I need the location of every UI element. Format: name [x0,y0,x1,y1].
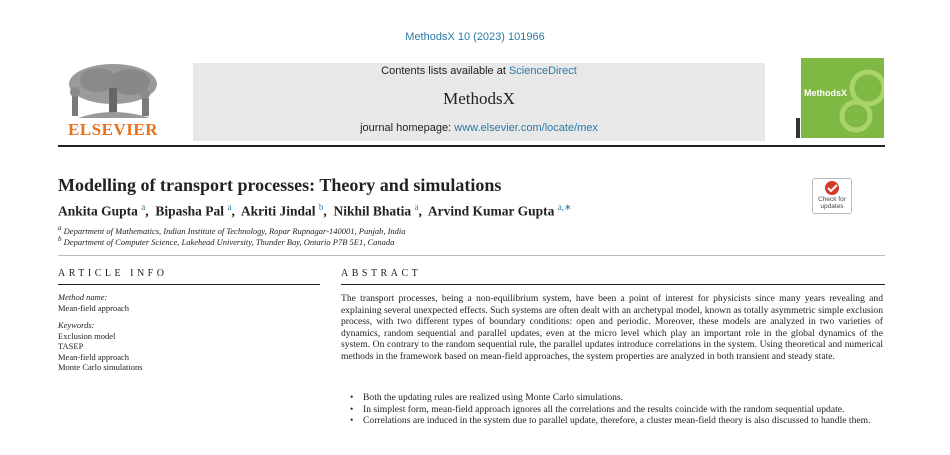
author-list: Ankita Gupta $^a$, Bipasha Pal $^a$, Akriti Jindal $^b$, Nikhil Bhatia $^a$, Arvind Kumar Gupta $^{a,∗}$ [58,202,572,219]
keyword-item: Mean-field approach [58,351,130,362]
keyword-item: TASEP [58,341,84,351]
bullet-icon: • [350,415,354,427]
method-label: Method name: [58,292,108,302]
journal-cover-thumbnail[interactable] [796,58,884,138]
method-block [58,292,129,313]
highlight-text: Both the updating rules are realized using Monte Carlo simulations. [363,392,624,403]
affiliation-b [58,235,394,247]
method-value: Mean-field approach [58,302,130,313]
homepage-link[interactable]: www.elsevier.com/locate/mex [454,122,598,134]
sciencedirect-link[interactable]: ScienceDirect [508,65,577,77]
affiliation-mark: b [58,235,62,243]
keyword-item: Exclusion model [58,330,116,341]
highlight-item [341,392,883,404]
cover-title: MethodsX [804,88,848,98]
highlight-text: In simplest form, mean-field approach ignores all the correlations and the results coincide with the random sequential update. [363,403,845,415]
author-name[interactable]: Arvind Kumar Gupta [427,203,555,219]
keywords-label: Keywords: [58,320,95,330]
elsevier-wordmark[interactable]: ELSEVIER [68,120,158,139]
affiliation-text: Department of Computer Science, Lakehead University, Thunder Bay, Ontario P7B 5E1, Canada [63,236,395,247]
author-name[interactable]: Bipasha Pal [155,203,225,219]
section-divider [58,255,885,256]
article-info-heading: ARTICLE INFO [58,268,168,279]
author-affiliation-mark[interactable]: b [318,202,324,212]
bullet-icon: • [350,392,354,403]
author-affiliation-mark[interactable]: a,∗ [557,202,572,212]
keyword-item: Monte Carlo simulations [58,362,143,372]
author-name[interactable]: Nikhil Bhatia [333,203,412,219]
author-affiliation-mark[interactable]: a [414,202,419,212]
homepage-prefix: journal homepage: [360,122,455,134]
header-rule [58,145,885,147]
abstract-rule [341,284,885,285]
check-updates-icon [813,179,851,197]
contents-prefix: Contents lists available at [381,65,509,77]
highlights-list [341,392,883,427]
abstract-text: The transport processes, being a non-equilibrium system, have been a point of interest for physicists since many years revealing and explaining several unexpected effects. Such systems are often dealt with an archetypal model, known as totally asymmetric simple exclusion process, with two different types of boundary conditions: open and periodic. Moreover, these models are analyzed in two varieties of dynamics, random sequential and parallel updates, even at the micro level which play an important role in the global dynamics of the system. On contrary to the random sequential rule, the parallel updates introduce correlations in the system. Using theoretical and numerical methods in the framework based on mean-field approaches, the system properties are analyzed in both transient and steady state. [341,293,883,362]
journal-title: MethodsX [443,89,515,108]
check-for-updates-label: Check for updates [818,196,846,210]
author-affiliation-mark[interactable]: a [227,202,232,212]
highlight-text: Correlations are induced in the system due to parallel update, therefore, a cluster mean-field theory is also discussed to handle them. [363,415,871,427]
highlight-item [341,404,883,416]
author-name[interactable]: Ankita Gupta [58,203,138,219]
journal-reference[interactable]: MethodsX 10 (2023) 101966 [405,31,545,43]
article-title: Modelling of transport processes: Theory and simulations [58,175,502,195]
author-name[interactable]: Akriti Jindal [240,203,316,219]
highlight-item [341,415,883,427]
affiliation-text: Department of Mathematics, Indian Institute of Technology, Ropar Rupnagar-140001, Punjab, India [63,225,406,236]
keywords-block [58,320,143,373]
homepage-line [193,122,765,134]
bullet-icon: • [350,403,354,415]
author-affiliation-mark[interactable]: a [141,202,146,212]
contents-line [193,65,765,77]
abstract-heading: ABSTRACT [341,268,422,279]
affiliation-mark: a [58,224,62,232]
article-info-rule [58,284,320,285]
cover-pattern-icon [796,58,884,138]
